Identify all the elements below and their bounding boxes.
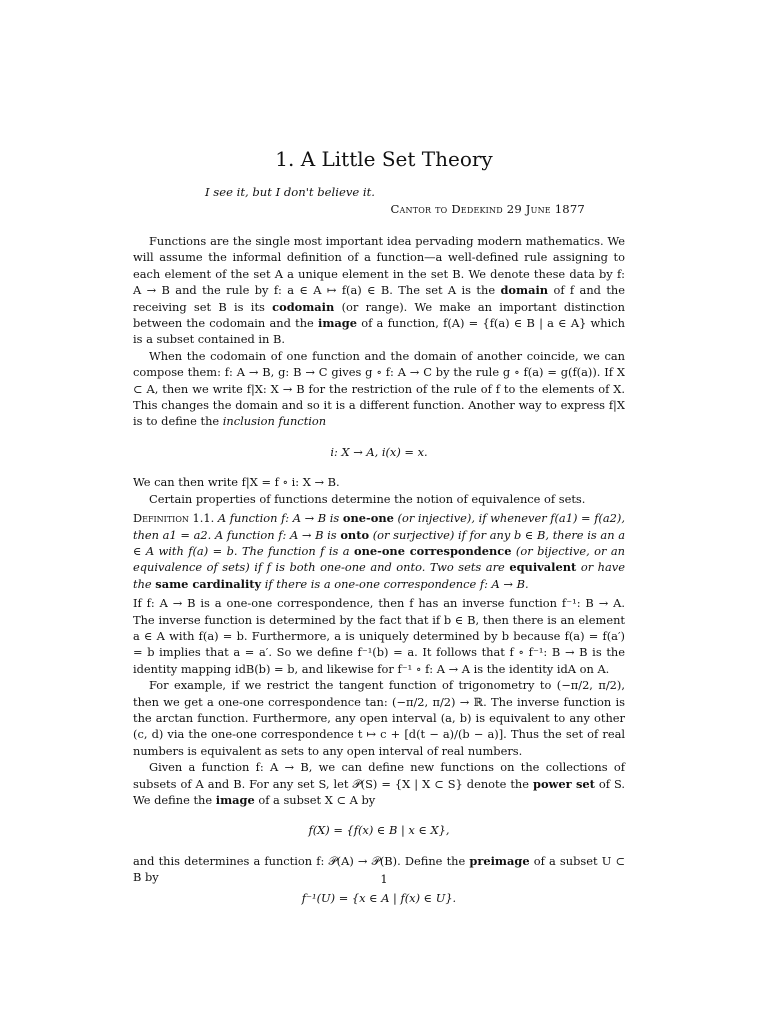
term-one-one-correspondence: one-one correspondence [353,543,512,558]
paragraph-functions: Functions are the single most important idea pervading modern mathematics. We will assume the informal definition of a function—a well-defined rule assigning to each element of the set A a unique element in the set B. We denote these data by f: A → B and the rule by f: a ∈ A ↦ f(a) ∈ B. The set A is the domain of f and the receiving set B is its codomain (or range). We make an important distinction between the codomain and the image of a function, f(A) = {f(a) ∈ B | a ∈ A} which is a subset contained in B. [133,234,626,347]
paragraph-restriction: We can then write f|X = f ∘ i: X → B. [133,475,340,490]
term-power-set: power set [533,776,595,791]
term-preimage: preimage [469,853,530,868]
term-same-cardinality: same cardinality [155,576,262,591]
display-inclusion: i: X → A, i(x) = x. [330,444,428,459]
paragraph-example-tangent: For example, if we restrict the tangent function of trigonometry to (−π/2, π/2), then we get a one-one correspondence tan: (−π/2, π/2) → ℝ. The inverse function is the arctan function. Furthermore, any open interval (a, b) is equivalent to any other (c, d) via the one-one correspondence t ↦ c + [d(t − a)/(b − a)]. Thus the set of real numbers is equivalent as sets to any open interval of real numbers. [133,678,625,758]
term-equivalent: equivalent [509,560,577,575]
display-image-set: f(X) = {f(x) ∈ B | x ∈ X}, [308,823,450,838]
term-onto: onto [340,527,370,542]
paragraph-equivalence: Certain properties of functions determine the notion of equivalence of sets. [149,491,586,506]
term-image-subset: image [215,793,255,807]
term-domain: domain [500,283,549,298]
page-number: 1 [380,872,388,886]
term-codomain: codomain [272,299,335,314]
definition-label: Definition 1.1. [133,511,215,526]
term-image: image [318,316,358,331]
epigraph [205,184,585,217]
paragraph-composition: When the codomain of one function and the domain of another coincide, we can compose them: f: A → B, g: B → C gives g ∘ f: A → C by the rule g ∘ f(a) = g(f(a)). If X ⊂ A, then we write f|X: X → B for the restriction of the rule of f to the elements of X. This changes the domain and so it is a different function. Another way to express f|X is to define the inclusion function [133,348,625,429]
term-one-one: one-one [342,511,394,526]
paragraph-power-set: Given a function f: A → B, we can define new functions on the collections of subsets of A and B. For any set S, let 𝒫(S) = {X | X ⊂ S} denote the power set of S. We define the image of a subset X ⊂ A by [133,760,625,807]
body-text [133,233,625,906]
paragraph-inverse: If f: A → B is a one-one correspondence, then f has an inverse function f⁻¹: B → A. The inverse function is determined by the fact that if b ∈ B, then there is an element a ∈ A with f(a) = b. Furthermore, a is uniquely determined by b because f(a) = f(a′) = b implies that a = a′. So we define f⁻¹(b) = a. It follows that f ∘ f⁻¹: B → B is the identity mapping idB(b) = b, and likewise for f⁻¹ ∘ f: A → A is the identity idA on A. [133,596,625,676]
term-inclusion-function: inclusion function [222,414,327,429]
epigraph-attribution: Cantor to Dedekind 29 June 1877 [390,201,585,216]
section-title: 1. A Little Set Theory [275,147,493,171]
epigraph-quote: I see it, but I don't believe it. [205,185,375,199]
definition-1-1: Definition 1.1. A function f: A → B is one-one (or injective), if whenever f(a1) = f(a2), then a1 = a2. A function f: A → B is onto (or surjective) if for any b ∈ B, there is an a ∈ A with f(a) = b. The function f is a one-one correspondence (or bijective, or an equivalence of sets) if f is both one-one and onto. Two sets are equivalent or have the same cardinality if there is a one-one correspondence f: A → B. [133,511,625,591]
display-preimage-set: f⁻¹(U) = {x ∈ A | f(x) ∈ U}. [301,890,457,905]
paragraph-preimage: and this determines a function f: 𝒫(A) → 𝒫(B). Define the preimage of a subset U ⊂ B by [133,853,625,885]
